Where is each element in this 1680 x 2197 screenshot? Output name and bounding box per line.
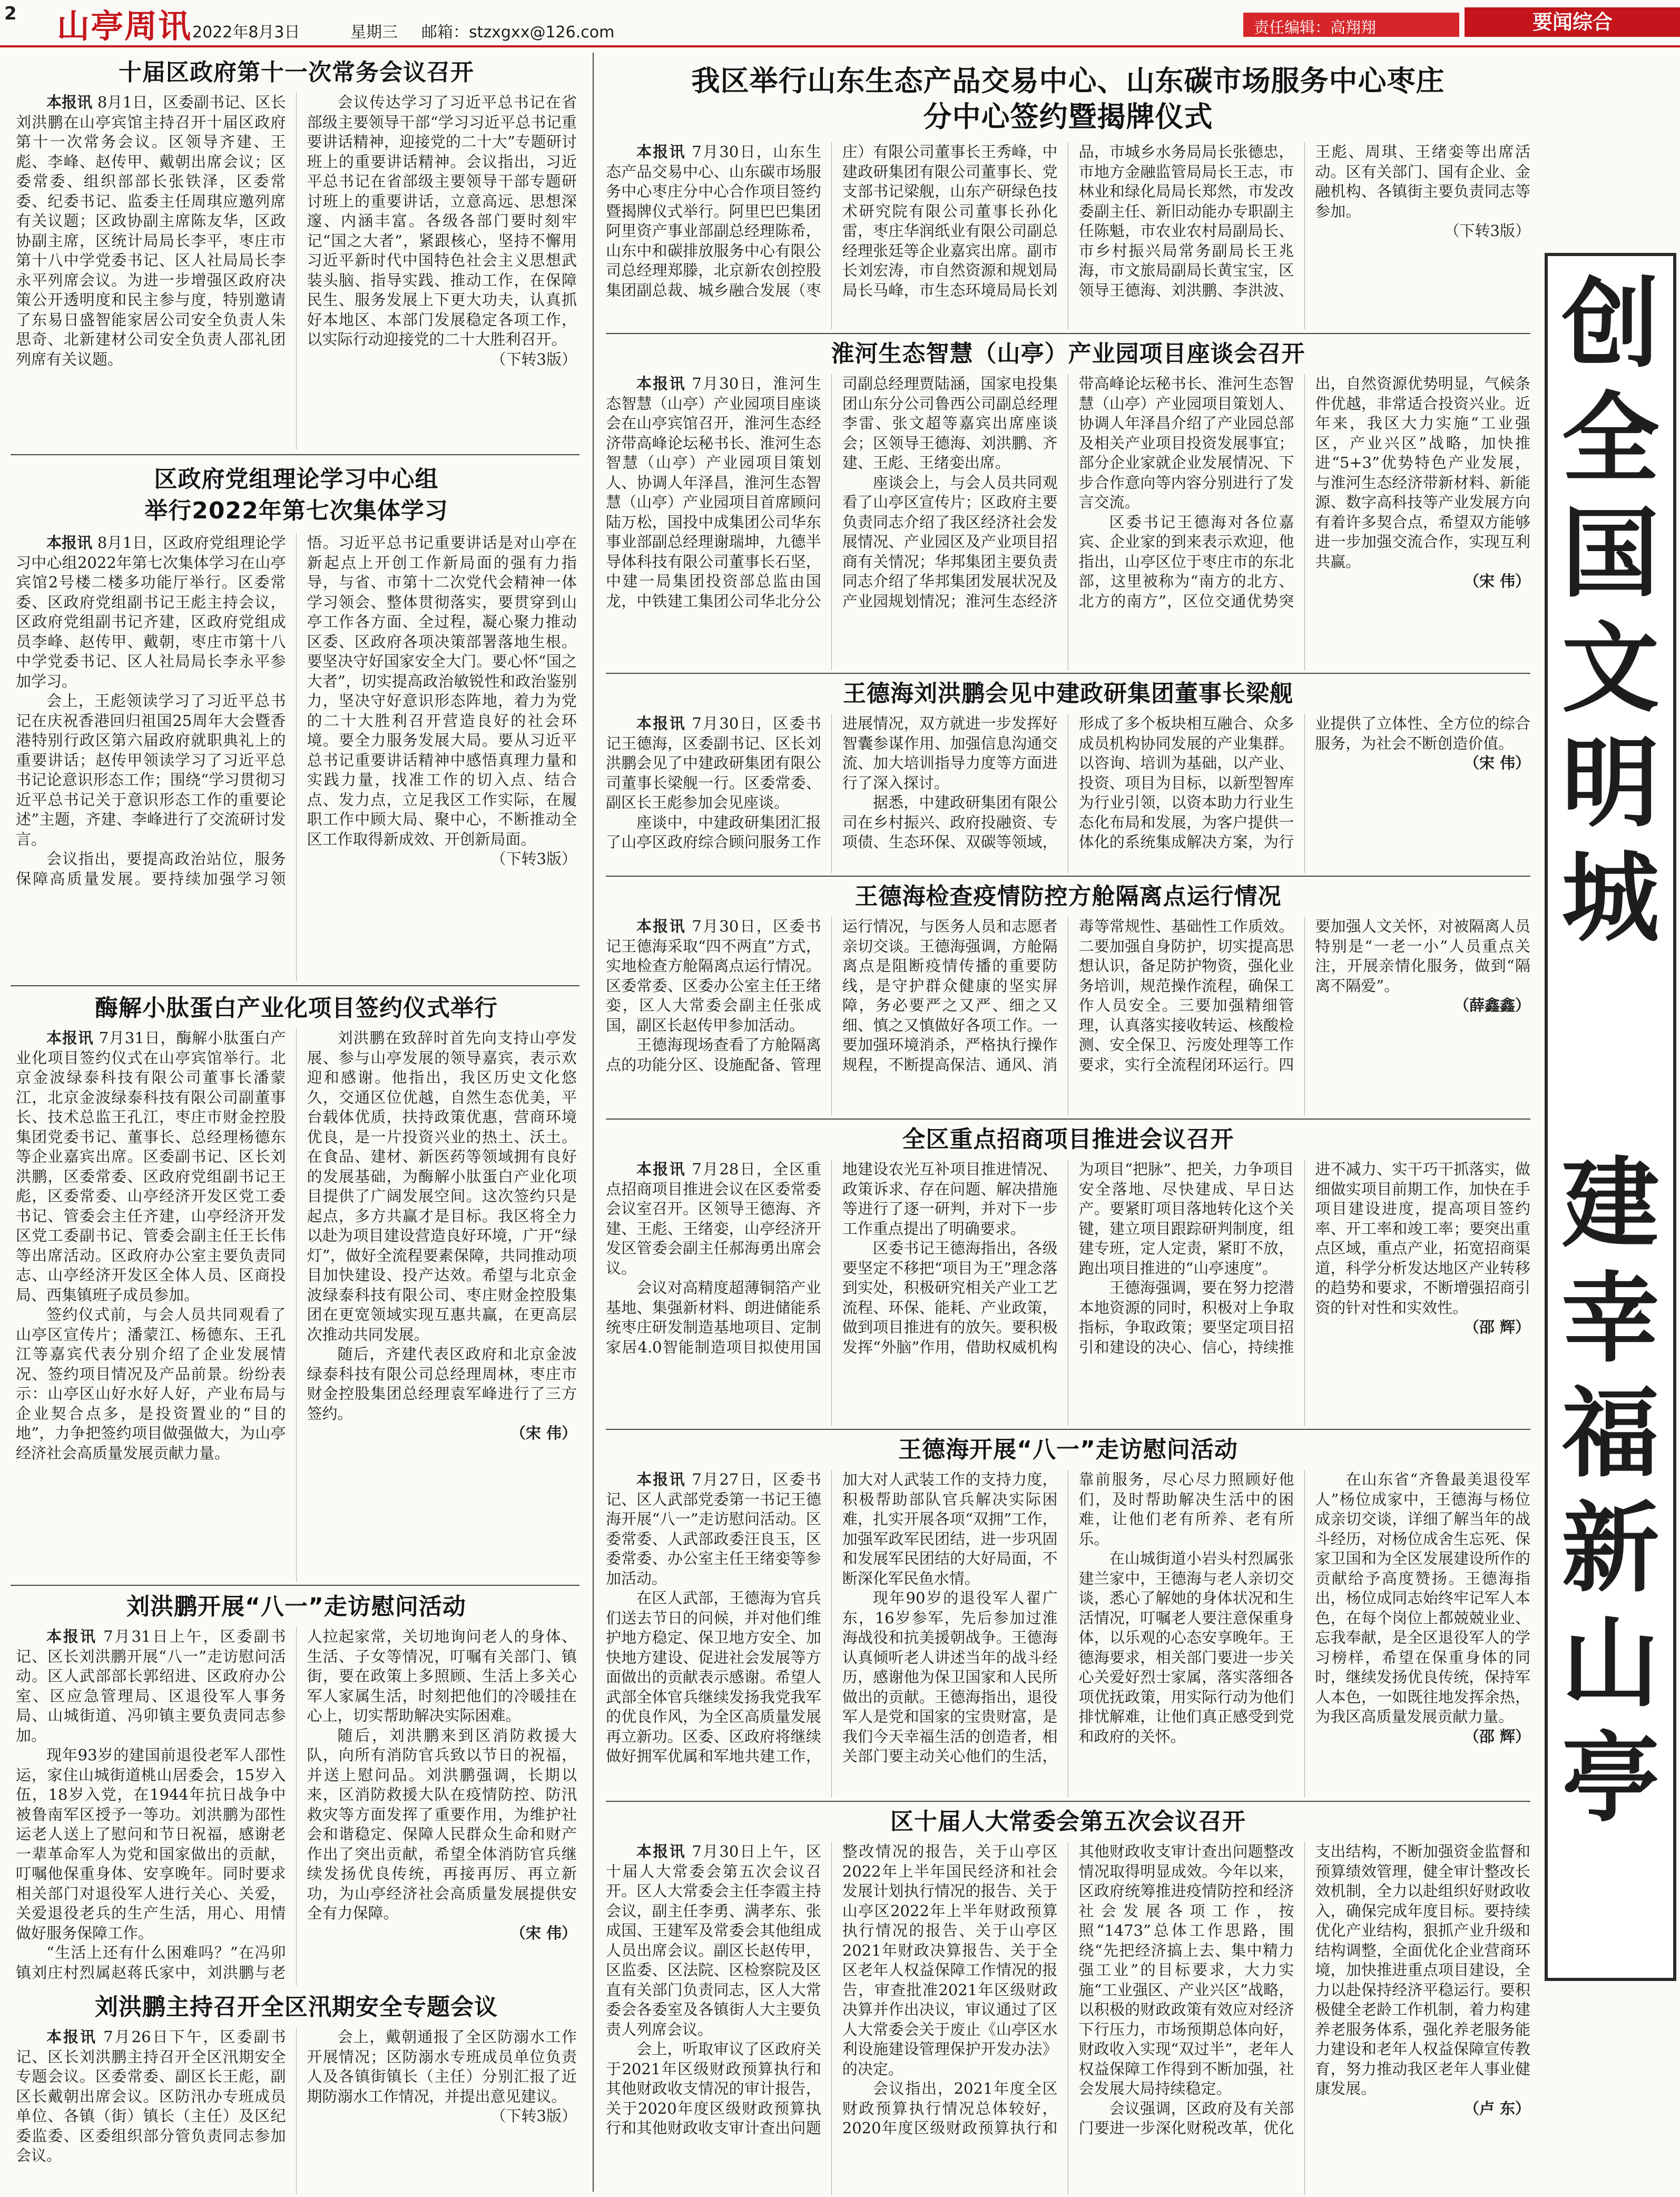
article-divider — [11, 985, 579, 986]
slogan-line-2: 建 幸 福 新 山 亭 — [1561, 1147, 1659, 1835]
article-body — [606, 1842, 1530, 2195]
article-meeting-zhongjian-chairman — [606, 678, 1530, 873]
article-divider — [11, 454, 579, 455]
paragraph: 8月1日，区政府党组理论学习中心组2022年第七次集体学习在山亭宾馆2号楼二楼多功能厅举行。区委常委、区政府党组副书记王彪主持会议，区政府党组副书记齐建，区政府党组成员李峰、赵传甲、戴朝，枣庄市第十八中学党委书记、区人社局局长李永平参加学习。 — [16, 534, 286, 690]
article-body — [606, 1470, 1530, 1798]
paragraph: 7月30日，区委书记王德海，区委副书记、区长刘洪鹏会见了中建政研集团有限公司董事长梁舰一行。区委常委、副区长王彪参加会见座谈。 — [606, 714, 821, 811]
headline: 区十届人大常委会第五次会议召开 — [890, 1808, 1246, 1835]
paragraph: “生活上还有什么困难吗？”在冯卯镇刘庄村烈属赵蒋氏家中，刘洪鹏与老人拉起家常，关切地询问老人的身体、生活、子女等情况，叮嘱有关部门、镇街，要在政策上多照顾、生活上多关心军人家属生活，时刻把他们的冷暖挂在心上，切实帮助解决实际困难。 — [16, 1627, 577, 1982]
lead-tag: 本报讯 — [636, 143, 686, 161]
article-huaihe-industrial-park — [606, 338, 1530, 670]
paragraph: 座谈会上，与会人员共同观看了山亭区宣传片；区政府主要负责同志介绍了我区经济社会发展情况、产业园区及产业项目招商有关情况；华邦集团主要负责同志介绍了华邦集团发展状况及产业园规划情况；淮河生态经济带高峰论坛秘书长、淮河生态智慧（山亭）产业园项目策划人、协调人年泽昌介绍了产业园总部及相关产业项目投资发展事宜；部分企业家就企业发展情况、下步合作意向等内容分别进行了发言交流。 — [842, 375, 1294, 610]
paragraph: 8月1日，区委副书记、区长刘洪鹏在山亭宾馆主持召开十届区政府第十一次常务会议。区领导齐建、王彪、李峰、赵传甲、戴朝出席会议；区委常委、组织部部长张铁泽，区委常委、纪委书记、监委主任周琪应邀列席有关议题；区政协副主席陈友华，区政协副主席，区统计局局长李平，枣庄市第十八中学党委书记、区人社局局长李永平列席会议。为进一步增强区政府决策公开透明度和民主参与度，特别邀请了东易日盛智能家居公司安全负责人朱思奇、北新建材公司安全负责人邵礼团列席有关议题。 — [16, 93, 286, 368]
article-body — [606, 917, 1530, 1116]
paragraph: 王德海强调，要在努力挖潜本地资源的同时，积极对上争取指标，争取政策；要坚定项目招引和建设的决心、信心，持续推进不减力、实干巧干抓落实，做细做实项目前期工作，加快在手项目建设进度，提高项目签约率、开工率和竣工率；要突出重点区域，重点产业，拓宽招商渠道，科学分析发达地区产业转移的趋势和要求，不断增强招商引资的针对性和实效性。 — [1078, 1160, 1530, 1356]
paragraph: 7月30日，山东生态产品交易中心、山东碳市场服务中心枣庄分中心合作项目签约暨揭牌仪式举行。阿里巴巴集团阿里资产事业部副总经理陈希，山东中和碳排放服务中心有限公司总经理郑滕，北京新农创控股集团副总裁、城乡融合发展（枣庄）有限公司董事长王秀峰，中建政研集团有限公司董事长、党支部书记梁舰，山东产研绿色技术研究院有限公司董事长孙化雷，枣庄华润纸业有限公司副总经理张廷等企业嘉宾出席。副市长刘宏涛，市自然资源和规划局局长马峰，市生态环境局局长刘品，市城乡水务局局长张德忠，市地方金融监管局局长王志，市林业和绿化局局长郑然，市发改委副主任、新旧动能办专职副主任陈魁，市农业农村局副局长、市乡村振兴局常务副局长王兆海，市文旅局副局长黄宝宝，区领导王德海、刘洪鹏、李洪波、王彪、周琪、王绪娈等出席活动。区有关部门、国有企业、金融机构、各镇街主要负责同志等参加。 — [606, 143, 1530, 299]
paragraph: 随后，齐建代表区政府和北京金波绿泰科技有限公司总经理周林，枣庄市财金控股集团总经理袁军峰进行了三方签约。 — [307, 1345, 577, 1423]
author-credit: （宋 伟） — [1463, 572, 1530, 590]
paragraph: 会上，听取审议了区政府关于2021年区级财政预算执行和其他财政收支情况的审计报告，关于2020年度区级财政预算执行和其他财政收支审计查出问题整改情况的报告，关于山亭区2022年上半年国民经济和社会发展计划执行情况的报告、关于山亭区2022年上半年财政预算执行情况的报告、关于山亭区2021年财政决算报告、关于全区老年人权益保障工作情况的报告，审查批准2021年区级财政决算并作出决议，审议通过了区人大常委会关于废止《山亭区水利设施建设管理保护开发办法》的决定。 — [606, 1842, 1058, 2137]
article-body — [16, 93, 577, 449]
author-credit: （宋 伟） — [510, 1424, 577, 1442]
article-body — [16, 1028, 577, 1582]
continued-note: （下转3版） — [1444, 222, 1530, 240]
column-divider — [593, 53, 594, 2192]
article-wang-bayi-visit — [606, 1434, 1530, 1798]
article-body — [606, 714, 1530, 873]
article-divider — [606, 1801, 1530, 1802]
page-number: 2 — [4, 3, 17, 24]
article-liu-bayi-visit — [16, 1591, 577, 1985]
paragraph: 会议指出，要提高政治站位，服务保障高质量发展。要持续加强学习领悟。习近平总书记重要讲话是对山亭在新起点上开创工作新局面的强有力指导，与省、市第十二次党代会精神一体学习领会、整体贯彻落实，要贯穿到山亭工作各方面、全过程，凝心聚力推动区委、区政府各项决策部署落地生根。要坚决守好国家安全大门。要心怀“国之大者”，切实提高政治敏锐性和政治鉴别力，坚决守好意识形态阵地，着力为党的二十大胜利召开营造良好的社会环境。要全力服务发展大局。要从习近平总书记重要讲话精神中感悟真理力量和实践力量，找准工作的切入点、结合点、发力点，立足我区工作实际，在履职工作中顾大局、聚中心，不断推动全区工作取得新成效、开创新局面。 — [16, 534, 577, 888]
paragraph: 7月27日，区委书记、区人武部党委第一书记王德海开展“八一”走访慰问活动。区委常委、人武部政委汪良玉，区委常委、办公室主任王绪娈等参加活动。 — [606, 1470, 821, 1587]
paragraph: 7月31日上午，区委副书记、区长刘洪鹏开展“八一”走访慰问活动。区人武部部长郭绍进、区政府办公室、区应急管理局、区退役军人事务局、山城街道、冯卯镇主要负责同志参加。 — [16, 1627, 286, 1744]
article-divider — [606, 673, 1530, 674]
author-credit: （邵 辉） — [1463, 1318, 1530, 1336]
author-credit: （宋 伟） — [1463, 754, 1530, 772]
paragraph: 王德海现场查看了方舱隔离点的功能分区、设施配备、管理运行情况，与医务人员和志愿者亲切交谈。王德海强调，方舱隔离点是阻断疫情传播的重要防线，是守护群众健康的坚实屏障，务必要严之又严、细之又细、慎之又慎做好各项工作。一要加强环境消杀，严格执行操作规程，不断提高保洁、通风、消毒等常规性、基础性工作质效。二要加强自身防护，切实提高思想认识，备足防护物资，强化业务培训，规范操作流程，确保工作人员安全。三要加强精细管理，认真落实接收转运、核酸检测、安全保卫、污废处理等工作要求，实行全流程闭环运行。四要加强人文关怀，对被隔离人员特别是“一老一小”人员重点关注，开展亲情化服务，做到“隔离不隔爱”。 — [606, 917, 1530, 1074]
paragraph: 会议传达学习了习近平总书记在省部级主要领导干部“学习习近平总书记重要讲话精神，迎接党的二十大”专题研讨班上的重要讲话精神。会议指出，习近平总书记在省部级主要领导干部专题研讨班上的重要讲话，立意高远、思想深邃、内涵丰富。各级各部门要时刻牢记“国之大者”，紧跟核心，坚持不懈用习近平新时代中国特色社会主义思想武装头脑、指导实践、推动工作，在保障民生、服务发展上下更大功夫，认真抓好本地区、本部门发展稳定各项工作，以实际行动迎接党的二十大胜利召开。 — [307, 93, 577, 348]
paragraph: 7月28日，全区重点招商项目推进会议在区委常委会议室召开。区领导王德海、齐建、王彪、王绪娈，山亭经济开发区管委会副主任郝海勇出席会议。 — [606, 1160, 821, 1277]
article-divider — [606, 876, 1530, 877]
article-body — [606, 1160, 1530, 1426]
paragraph: 刘洪鹏在致辞时首先向支持山亭发展、参与山亭发展的领导嘉宾，表示欢迎和感谢。他指出，我区历史文化悠久，交通区位优越，自然生态优美，平台载体优质，扶持政策优惠，营商环境优良，是一片投资兴业的热土、沃土。在食品、建材、新医药等领域拥有良好的发展基础，为酶解小肽蛋白产业化项目提供了广阔发展空间。这次签约只是起点，多方共赢才是目标。我区将全力以赴为项目建设营造良好环境，广开“绿灯”，做好全流程要素保障，共同推动项目加快建设、投产达效。希望与北京金波绿泰科技有限公司、枣庄财金控股集团在更宽领域实现互惠共赢，在更高层次推动共同发展。 — [307, 1029, 577, 1343]
lead-tag: 本报讯 — [46, 2028, 97, 2046]
paragraph: 7月30日上午，区十届人大常委会第五次会议召开。区人大常委会主任李霞主持会议，副主任李勇、满孝东、张成国、王建军及常委会其他组成人员出席会议。副区长赵传甲，区监委、区法院、区检察院及区直有关部门负责同志，区人大常委会各委室及各镇街人大主要负责人列席会议。 — [606, 1842, 821, 2038]
article-body — [16, 1627, 577, 1985]
issue-weekday: 星期三 — [350, 23, 398, 42]
article-body — [606, 374, 1530, 670]
paragraph: 在山东省“齐鲁最美退役军人”杨位成家中，王德海与杨位成亲切交谈，详细了解当年的战斗经历，对杨位成舍生忘死、保家卫国和为全区发展建设所作的贡献给予高度赞扬。王德海指出，杨位成同志始终牢记军人本色，在每个岗位上都兢兢业业、忘我奉献，是全区退役军人的学习榜样，希望在保重身体的同时，继续发扬优良传统，保持军人本色，一如既往地发挥余热，为我区高质量发展贡献力量。 — [1315, 1470, 1530, 1725]
continued-note: （下转3版） — [490, 850, 577, 868]
section-title: 要闻综合 — [1465, 7, 1680, 37]
article-divider — [606, 333, 1530, 334]
article-state-council-meeting — [16, 57, 577, 449]
paragraph: 随后，刘洪鹏来到区消防救援大队，向所有消防官兵致以节日的祝福，并送上慰问品。刘洪鹏强调，长期以来，区消防救援大队在疫情防控、防汛救灾等方面发挥了重要作用，为维护社会和谐稳定、保障人民群众生命和财产作出了突出贡献，希望全体消防官兵继续发扬优良传统，再接再厉、再立新功，为山亭经济社会高质量发展提供安全有力保障。 — [307, 1726, 577, 1922]
article-investment-projects-meeting — [606, 1124, 1530, 1426]
article-ecological-trading-center — [606, 63, 1530, 329]
paragraph: 据悉，中建政研集团有限公司在乡村振兴、政府投融资、专项债、生态环保、双碳等领域，形成了多个板块相互融合、众多成员机构协同发展的产业集群。以咨询、培训为基础，以产业、投资、项目为目标，以新型智库为行业引领，以资本助力行业生态化布局和发展，为客户提供一体化的系统集成解决方案，为行业提供了立体性、全方位的综合服务，为社会不断创造价值。 — [842, 714, 1530, 851]
headline-line-2: 举行2022年第七次集体学习 — [144, 497, 448, 524]
paragraph: 在区人武部，王德海为官兵们送去节日的问候，并对他们维护地方稳定、保卫地方安全、加快地方建设、促进社会发展等方面做出的贡献表示感谢。希望人武部全体官兵继续发扬我党我军的优良作风，为全区高质量发展再立新功。区委、区政府将继续做好拥军优属和军地共建工作，加大对人武装工作的支持力度，积极帮助部队官兵解决实际困难，扎实开展各项“双拥”工作，加强军政军民团结，进一步巩固和发展军民团结的大好局面，不断深化军民鱼水情。 — [606, 1470, 1058, 1765]
article-body — [606, 142, 1530, 329]
lead-tag: 本报讯 — [46, 93, 93, 111]
lead-tag: 本报讯 — [636, 1470, 686, 1488]
lead-tag: 本报讯 — [636, 714, 686, 732]
paragraph: 座谈中，中建政研集团汇报了山亭区政府综合顾问服务工作进展情况，双方就进一步发挥好智囊参谋作用、加强信息沟通交流、加大培训指导力度等方面进行了深入探讨。 — [606, 714, 1058, 851]
paragraph: 会上，王彪领读学习了习近平总书记在庆祝香港回归祖国25周年大会暨香港特别行政区第六届政府就职典礼上的重要讲话；赵传甲领读学习了习近平总书记论意识形态工作；围绕“学习贯彻习近平总书记关于意识形态工作的重要论述”主题，齐建、李峰进行了交流研讨发言。 — [16, 692, 286, 848]
lead-tag: 本报讯 — [636, 917, 686, 935]
editor-label: 责任编辑：高翔翔 — [1254, 18, 1377, 36]
paragraph: 7月30日，淮河生态智慧（山亭）产业园项目座谈会在山亭宾馆召开，淮河生态经济带高峰论坛秘书长、淮河生态智慧（山亭）产业园项目策划人、协调人年泽昌，淮河生态智慧（山亭）产业园项目首席顾问陆万松，国投中成集团公司华东事业部副总经理谢瑞坤，九德半导体科技有限公司董事长石坚，中建一局集团投资部总监由国龙，中铁建工集团公司华北分公司副总经理贾陆涵，国家电投集团山东分公司鲁西公司副总经理李雷、张文超等嘉宾出席座谈会；区领导王德海、刘洪鹏、齐建、王彪、王绪娈出席。 — [606, 375, 1058, 610]
lead-tag: 本报讯 — [636, 1160, 686, 1178]
paragraph: 在山城街道小岩头村烈属张建兰家中，王德海与老人亲切交谈，悉心了解她的身体状况和生活情况，叮嘱老人要注意保重身体，以乐观的心态安享晚年。王德海要求，相关部门要进一步关心关爱好烈士家属，落实落细各项优抚政策，用实际行动为他们排忧解难，让他们真正感受到党和政府的关怀。 — [1078, 1549, 1294, 1745]
headline: 十届区政府第十一次常务会议召开 — [119, 59, 474, 86]
headline: 王德海开展“八一”走访慰问活动 — [898, 1436, 1238, 1463]
headline: 王德海刘洪鹏会见中建政研集团董事长梁舰 — [843, 680, 1293, 707]
contact-email: 邮箱：stzxgxx@126.com — [421, 23, 615, 42]
lead-tag: 本报讯 — [636, 1842, 686, 1860]
headline: 我区举行山东生态产品交易中心、山东碳市场服务中心枣庄 — [691, 64, 1445, 97]
paragraph: 区委书记王德海指出，各级要坚定不移把“项目为王”理念落到实处，积极研究相关产业工艺流程、环保、能耗、产业政策，做到项目推进有的放矢。要积极发挥“外脑”作用，借助权威机构为项目“把脉”、把关，力争项目安全落地、尽快建成、早日达产。要紧盯项目落地转化这个关键，建立项目跟踪研判制度，组建专班，定人定责，紧盯不放，跑出项目推进的“山亭速度”。 — [842, 1160, 1294, 1356]
article-flood-safety-meeting — [16, 1992, 577, 2194]
paragraph: 7月30日，区委书记王德海采取“四不两直”方式，实地检查方舱隔离点运行情况。区委常委、区委办公室主任王绪娈，区人大常委会副主任张成国，副区长赵传甲参加活动。 — [606, 917, 821, 1034]
paragraph: 会议指出，2021年度全区财政预算执行情况总体较好，2020年度区级财政预算执行和其他财政收支审计查出问题整改情况取得明显成效。今年以来，区政府统筹推进疫情防控和经济社会发展各项工作，按照“1473”总体工作思路，围绕“先把经济搞上去、集中精力强工业”的目标要求，大力实施“工业强区、产业兴区”战略，以积极的财政政策有效应对经济下行压力，市场预期总体向好，财政收入实现“双过半”，老年人权益保障工作得到不断加强，社会发展大局持续稳定。 — [842, 1842, 1294, 2137]
author-credit: （卢 东） — [1463, 2099, 1530, 2117]
paragraph: 7月31日，酶解小肽蛋白产业化项目签约仪式在山亭宾馆举行。北京金波绿泰科技有限公司董事长潘蒙江，北京金波绿泰科技有限公司副董事长、技术总监王孔江，枣庄市财金控股集团党委书记、董事长、总经理杨德东等企业嘉宾出席。区委副书记、区长刘洪鹏，区委常委、区政府党组副书记王彪，区委常委、山亭经济开发区党工委书记、管委会主任齐建，山亭经济开发区党工委副书记、管委会副主任王长伟等出席活动。区政府办公室主要负责同志、山亭经济开发区全体人员、区商投局、西集镇班子成员参加。 — [16, 1029, 286, 1304]
article-divider — [11, 1585, 579, 1586]
slogan-line-1: 创 全 国 文 明 城 — [1561, 267, 1659, 955]
newspaper-logo: 山亭周讯 — [57, 7, 192, 45]
lead-tag: 本报讯 — [46, 1029, 94, 1047]
slogan-banner — [1545, 253, 1676, 1981]
article-npc-standing-committee — [606, 1806, 1530, 2195]
paragraph: 会议强调，区政府及有关部门要进一步深化财税改革，优化支出结构，不断加强资金监督和预算绩效管理，健全审计整改长效机制，全力以赴组织好财政收入，确保完成年度目标。要持续优化产业结构，狠抓产业升级和结构调整，全面优化企业营商环境，加快推进重点项目建设，全力以赴保持经济平稳运行。要积极健全老龄工作机制，着力构建养老服务体系，强化养老服务能力建设和老年人权益保障宣传教育，努力推动我区老年人事业健康发展。 — [1078, 1842, 1530, 2137]
lead-tag: 本报讯 — [46, 534, 93, 552]
headline: 王德海检查疫情防控方舱隔离点运行情况 — [854, 883, 1282, 910]
issue-date: 2022年8月3日 — [192, 23, 300, 42]
paragraph: 会议对高精度超薄铜箔产业基地、集强新材料、朗进储能系统枣庄研发制造基地项目、定制家居4.0智能制造项目拟使用国地建设农光互补项目推进情况、政策诉求、存在问题、解决措施等进行了逐一研判，并对下一步工作重点提出了明确要求。 — [606, 1160, 1058, 1356]
paragraph: 签约仪式前，与会人员共同观看了山亭区宣传片；潘蒙江、杨德东、王孔江等嘉宾代表分别介绍了企业发展情况、签约项目情况及产品前景。纷纷表示：山亭区山好水好人好，产业布局与企业契合点多，是投资置业的“目的地”，力争把签约项目做强做大，为山亭经济社会高质量发展贡献力量。 — [16, 1306, 286, 1462]
author-credit: （薛鑫鑫） — [1453, 996, 1530, 1014]
headline: 酶解小肽蛋白产业化项目签约仪式举行 — [95, 995, 498, 1022]
headline-line-2: 分中心签约暨揭牌仪式 — [923, 100, 1213, 133]
author-credit: （邵 辉） — [1463, 1727, 1530, 1745]
headline: 淮河生态智慧（山亭）产业园项目座谈会召开 — [831, 340, 1305, 367]
continued-note: （下转3版） — [490, 2107, 577, 2125]
header-rule — [0, 45, 1680, 47]
headline: 全区重点招商项目推进会议召开 — [902, 1126, 1234, 1153]
paragraph: 现年90岁的退役军人翟广东，16岁参军，先后参加过淮海战役和抗美援朝战争。王德海认真倾听老人讲述当年的战斗经历，感谢他为保卫国家和人民所做出的贡献。王德海指出，退役军人是党和国家的宝贵财富，是我们今天幸福生活的创造者，相关部门要主动关心他们的生活，靠前服务，尽心尽力照顾好他们，及时帮助解决生活中的困难，让他们老有所养、老有所乐。 — [842, 1470, 1294, 1765]
paragraph: 区委书记王德海对各位嘉宾、企业家的到来表示欢迎，他指出，山亭区位于枣庄市的东北部，这里被称为“南方的北方、北方的南方”，区位交通优势突出，自然资源优势明显，气候条件优越，非常适合投资兴业。近年来，我区大力实施“工业强区，产业兴区”战略，加快推进“5+3”优势特色产业发展，与淮河生态经济带新材料、新能源、数字高科技等产业发展方向有着许多契合点，希望双方能够进一步加强交流合作，实现互利共赢。 — [1078, 375, 1530, 610]
article-party-group-study — [16, 464, 577, 981]
article-peptide-project-signing — [16, 993, 577, 1582]
headline: 区政府党组理论学习中心组 — [154, 466, 439, 493]
paragraph: 会上，戴朝通报了全区防溺水工作开展情况；区防溺水专班成员单位负责人及各镇街镇长（主任）分别汇报了近期防溺水工作情况，并提出意见建议。 — [307, 2028, 577, 2105]
article-divider — [606, 1119, 1530, 1120]
article-divider — [606, 1429, 1530, 1430]
paragraph: 7月26日下午，区委副书记、区长刘洪鹏主持召开全区汛期安全专题会议。区委常委、副区长王彪，副区长戴朝出席会议。区防汛办专班成员单位、各镇（街）镇长（主任）及区纪委监委、区委组织部分管负责同志参加会议。 — [16, 2028, 286, 2164]
continued-note: （下转3版） — [490, 350, 577, 368]
paragraph: 现年93岁的建国前退役老军人邵性运，家住山城街道桃山居委会，15岁入伍，18岁入党，在1944年抗日战争中被鲁南军区授予一等功。刘洪鹏为邵性运老人送上了慰问和节日祝福，感谢老一辈革命军人为党和国家做出的贡献，叮嘱他保重身体、安享晚年。同时要求相关部门对退役军人进行关心、关爱，关爱退役老兵的生产生活，用心、用情做好服务保障工作。 — [16, 1746, 286, 1942]
headline: 刘洪鹏开展“八一”走访慰问活动 — [126, 1593, 466, 1620]
lead-tag: 本报讯 — [46, 1627, 97, 1645]
author-credit: （宋 伟） — [510, 1924, 577, 1942]
article-quarantine-inspection — [606, 881, 1530, 1116]
headline: 刘洪鹏主持召开全区汛期安全专题会议 — [95, 1994, 498, 2021]
article-body — [16, 2027, 577, 2194]
lead-tag: 本报讯 — [636, 375, 686, 393]
article-body — [16, 533, 577, 981]
